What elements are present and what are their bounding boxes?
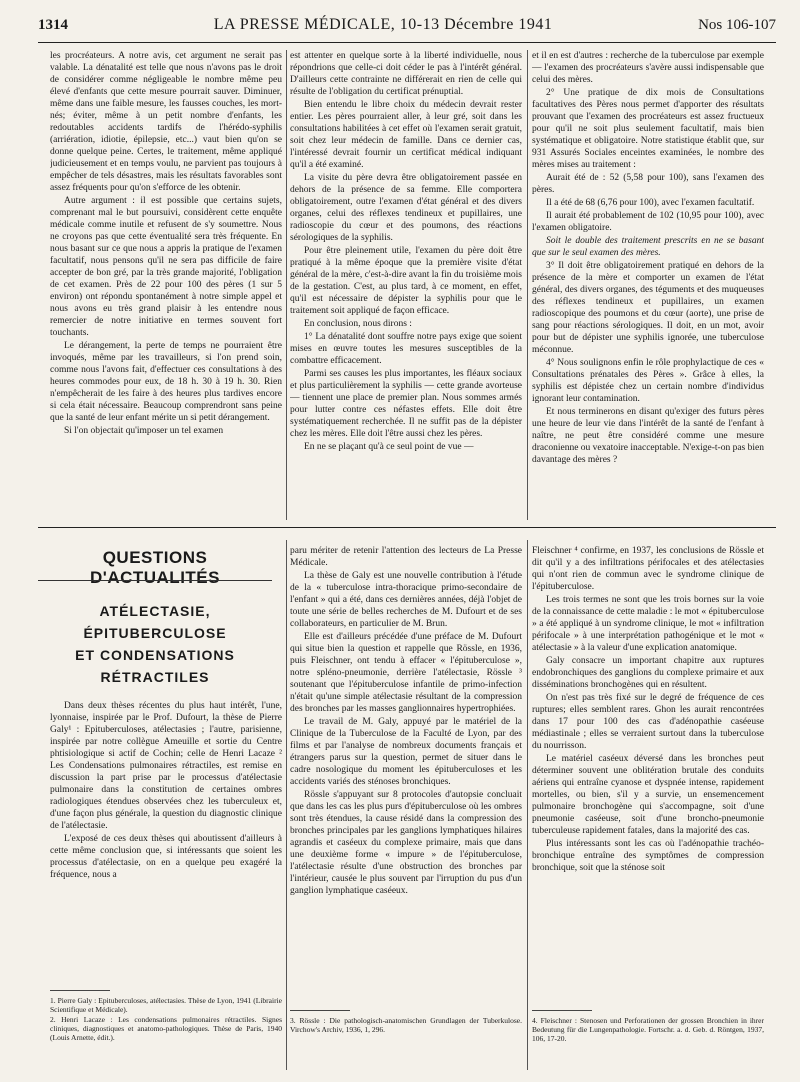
article-title-line: ATÉLECTASIE, (99, 603, 211, 619)
paragraph: Fleischner ⁴ confirme, en 1937, les conclusions de Rössle et dit qu'il y a des infiltrations périfocales et des atélectasies qui n'ont rien de commun avec le syndrome clinique de l'épituberculose. (532, 546, 764, 592)
footnotes-column-3 (532, 1016, 764, 1056)
paragraph: L'exposé de ces deux thèses qui aboutissent d'ailleurs à cette même conclusion que, si intéressants que soient les processus d'atélectasie, on en a quelque peu exagéré la fréquence, nous a (50, 834, 282, 880)
footnotes-column-2 (290, 1016, 522, 1056)
section-heading-rule (38, 580, 272, 581)
paragraph: Aurait été de : 52 (5,58 pour 100), sans l'examen des pères. (532, 173, 764, 195)
paragraph: Parmi ses causes les plus importantes, les fléaux sociaux et plus particulièrement la syphilis — cette grande avorteuse — tiennent une place de premier plan. Nous sommes armés pour lutter contre ces néfastes effets. Elle doit être systématiquement recherchée. Il ne suffit pas de la dépister chez les mères. Elle doit l'être aussi chez les pères. (290, 369, 522, 439)
paragraph: paru mériter de retenir l'attention des lecteurs de La Presse Médicale. (290, 546, 522, 568)
paragraph: Plus intéressants sont les cas où l'adénopathie trachéo-bronchique entraîne des symptômes de compression bronchique, soit que la sténose soit (532, 839, 764, 873)
paragraph: Autre argument : il est possible que certains sujets, comprenant mal le but poursuivi, considèrent cette enquête médicale comme inutile et refusent de s'y soumettre. Nous ne croyons pas que cette éventualité sera très fréquente. En nous basant sur ce que nous a appris la pratique de l'examen facultatif, nous pensons qu'il ne sera pas difficile de faire accepter de bon gré, par la très grande majorité, l'obligation de cet examen. Près de 22 pour 100 des pères (1 sur 5 environ) ont répondu spontanément à notre simple appel et nous avons eu très grand plaisir à les entendre nous remercier de notre initiative en termes souvent fort touchants. (50, 196, 282, 338)
article-title (38, 600, 272, 688)
paragraph: Les trois termes ne sont que les trois bornes sur la voie de la connaissance de cette maladie : le mot « épituberculose » a été appliqué à un syndrome clinique, le mot « infiltration périfocale » à une interprétation pathogénique et le mot « atélectasie » à la valeur d'une explication anatomique. (532, 595, 764, 653)
paragraph: Le dérangement, la perte de temps ne pourraient être invoqués, même par les travailleurs, si l'on prend soin, comme nous l'avons fait, d'effectuer ces consultations à des heures commodes pour eux, de 18 h. 30 à 19 h. 30. Rien n'empêcherait de les faire à des heures plus tardives encore si cela était nécessaire. Beaucoup comprendront sans peine que la santé de leur enfant mérite un si petit dérangement. (50, 341, 282, 423)
column-divider (286, 540, 287, 1070)
top-column-3 (532, 50, 764, 520)
footnote-rule (290, 1010, 350, 1011)
bottom-column-2 (290, 545, 522, 991)
paragraph: Le matériel caséeux déversé dans les bronches peut déterminer souvent une oblitération brutale des conduits aériens qui entraîne cyanose et dyspnée intense, rapidement mortelles, ou bien, s'il y a survie, un ensemencement pulmonaire bronchogène qui s'accompagne, soit d'une pneumonie caséeuse, soit d'une broncho-pneumonie tuberculeuse rapidement fatales, dans la majorité des cas. (532, 754, 764, 836)
paragraph: En ne se plaçant qu'à ce seul point de vue — (304, 442, 474, 452)
journal-title: LA PRESSE MÉDICALE, 10-13 Décembre 1941 (213, 16, 553, 33)
article-title-line: RÉTRACTILES (100, 669, 210, 685)
paragraph: 2° Une pratique de dix mois de Consultations facultatives des Pères nous permet d'apporter des résultats prouvant que l'examen des procréateurs est assez fructueux pour qu'il ne soit plus seulement facultatif, mais bien systématique et obligatoire. Notre statistique établit que, sur 931 Assurés Sociales enceintes examinées, le nombre des mères mises au traitement : (532, 88, 764, 170)
paragraph: Elle est d'ailleurs précédée d'une préface de M. Dufourt qui situe bien la question et rappelle que Rössle, en 1936, puis Fleischner, ont tendu à effacer « l'épituberculose », notre spléno-pneumonie, derrière l'atélectasie, Rössle ³ soutenant que l'épituberculose infantile de primo-infection n'était qu'une simple atélectasie résultant de la compression des bronches par les masses ganglionnaires hypertrophiées. (290, 632, 522, 714)
page-number: 1314 (38, 17, 68, 33)
paragraph: 1° La dénatalité dont souffre notre pays exige que soient mises en œuvre toutes les mesures susceptibles de la combattre efficacement. (290, 332, 522, 366)
article-title-line: ÉPITUBERCULOSE (83, 625, 227, 641)
top-column-2 (290, 50, 522, 520)
page-header (38, 16, 776, 38)
paragraph: Soit le double des traitement prescrits en ne se basant que sur le seul examen des mères. (532, 236, 764, 258)
issue-number: Nos 106-107 (698, 17, 776, 33)
paragraph: Si l'on objectait qu'imposer un tel examen (64, 426, 224, 436)
section-rule (38, 527, 776, 528)
column-divider (286, 50, 287, 520)
footnote: 2. Henri Lacaze : Les condensations pulmonaires rétractiles. Signes cliniques, diagnostiques et anatomo-pathologiques. Thèse de Paris, 1940 (Louis Arnette, édit.). (50, 1015, 282, 1042)
column-divider (527, 50, 528, 520)
paragraph: La thèse de Galy est une nouvelle contribution à l'étude de la « tuberculose intra-thoracique primo-secondaire de l'enfant » qui a été, dans ces dernières années, déjà l'objet de toute une série de belles recherches de M. Dufourt et de ses collaborateurs, en particulier de M. Brun. (290, 571, 522, 629)
header-rule (38, 42, 776, 43)
paragraph: et il en est d'autres : recherche de la tuberculose par exemple — l'examen des procréateurs s'avère aussi indispensable que celui des mères. (532, 51, 764, 85)
footnote: 3. Rössle : Die pathologisch-anatomischen Grundlagen der Tuberkulose. Virchow's Archiv, 1936, 1, 296. (290, 1016, 522, 1034)
paragraph: Le travail de M. Galy, appuyé par le matériel de la Clinique de la Tuberculose de la Faculté de Lyon, par des films et par l'analyse de nombreux documents français et étrangers parus sur la question, permet de situer dans le cadre nosologique du moment les épituberculoses et les accidents variés des sténoses bronchiques. (290, 717, 522, 787)
paragraph: les procréateurs. A notre avis, cet argument ne serait pas valable. La dénatalité est telle que nous n'avons pas le droit de considérer comme négligeable le nombre même peu élevé d'enfants que cette mesure pourrait sauver. Diminuer, même dans une faible mesure, les fausses couches, les mort-nés; éviter, même à un petit nombre d'enfants, les redoutables accidents tardifs de l'hérédo-syphilis (arriération, idiotie, épilepsie, etc...) vaut bien qu'on se donne quelque peine. Certes, le traitement, même appliqué judicieusement et en temps voulu, ne parvient pas toujours à empêcher de tels désastres, mais les résultats favorables sont assez fréquents pour qu'on s'efforce de les obtenir. (50, 51, 282, 193)
footnote-rule (50, 990, 110, 991)
footnote-rule (532, 1010, 592, 1011)
top-column-1 (50, 50, 282, 520)
article-title-line: ET CONDENSATIONS (75, 647, 235, 663)
paragraph: 3° Il doit être obligatoirement pratiqué en dehors de la présence de la mère et comporter un examen de l'état général, des divers organes, des téguments et des muqueuses des réflexes tendineux et pupillaires, un examen radioscopique des poumons et du cœur (aorte), une prise de sang pour réactions sérologiques. Il doit, en un mot, avoir pour but de dépister une syphilis ignorée, une tuberculose méconnue. (532, 261, 764, 355)
footnote: 1. Pierre Galy : Epituberculoses, atélectasies. Thèse de Lyon, 1941 (Librairie Scientifique et Médicale). (50, 996, 282, 1014)
paragraph: Galy consacre un important chapitre aux ruptures endobronchiques des ganglions du complexe primaire et aux disséminations bronchogènes qui en résultent. (532, 656, 764, 690)
bottom-column-3 (532, 545, 764, 991)
paragraph: En conclusion, nous dirons : (304, 319, 412, 329)
paragraph: Dans deux thèses récentes du plus haut intérêt, l'une, lyonnaise, inspirée par le Prof. Dufourt, la thèse de Pierre Galy¹ : Epituberculoses, atélectasies ; l'autre, parisienne, inspirée par notre collègue Ameuille et sortie du Centre phtisiologique si actif de Cochin; celle de Henri Lacaze ² Les Condensations pulmonaires rétractiles, est remise en discussion la part prise par le processus d'atélectasie pulmonaire dans la constitution de certaines ombres radiologiques étendues observées chez les tuberculeux et, d'une façon plus générale, la question du diagnostic clinique de l'atélectasie. (50, 701, 282, 831)
bottom-column-1 (50, 700, 282, 982)
footnote: 4. Fleischner : Stenosen und Perforationen der grossen Bronchien in ihrer Bedeutung für die Lungenpathologie. Fortschr. a. d. Geb. d. Röntgen, 1937, 106, 17-20. (532, 1016, 764, 1043)
paragraph: La visite du père devra être obligatoirement passée en dehors de la présence de sa femme. Elle comportera obligatoirement, outre l'examen d'état général et des divers organes, celui des réflexes tendineux et pupillaires, une radioscopie du cœur et des poumons, des réactions sérologiques de la syphilis. (290, 173, 522, 243)
column-divider (527, 540, 528, 1070)
paragraph: est attenter en quelque sorte à la liberté individuelle, nous répondrions que celle-ci doit céder le pas à l'intérêt général. D'ailleurs cette contrainte ne différerait en rien de celle qui résulte de l'obligation du certificat prénuptial. (290, 51, 522, 97)
paragraph: Rössle s'appuyant sur 8 protocoles d'autopsie concluait que dans les cas les plus purs d'épituberculose où les ombres sont très étendues, la cause résidé dans la compression des bronches principales par les ganglions lymphatiques hilaires agrandis et caséeux du complexe primaire, mais que dans une deuxième forme « impure » de l'épituberculose, l'atélectasie résulte d'une obstruction des bronches par l'intérieur, causée le plus souvent par l'irruption du pus d'un ganglion lymphatique caséeux. (290, 790, 522, 896)
footnotes-column-1 (50, 996, 282, 1056)
paragraph: Il aurait été probablement de 102 (10,95 pour 100), avec l'examen obligatoire. (532, 211, 764, 233)
paragraph: Pour être pleinement utile, l'examen du père doit être pratiqué à la même époque que la première visite d'état général de la mère, c'est-à-dire avant la fin du troisième mois de la gestation. C'est, au plus tard, à ce moment, en effet, qu'il est nécessaire de dépister la syphilis pour que le traitement soit appliqué de façon efficace. (290, 246, 522, 316)
paragraph: Et nous terminerons en disant qu'exiger des futurs pères une heure de leur vie dans l'intérêt de la santé de l'enfant à naître, ne peut être considéré comme une mesure draconienne ou vexatoire inacceptable. N'exige-t-on pas bien davantage des mères ? (532, 407, 764, 465)
paragraph: Bien entendu le libre choix du médecin devrait rester entier. Les pères pourraient aller, à leur gré, soit dans les consultations habilitées à cet effet où l'examen serait gratuit, soit chez leur médecin de famille. Dans ce dernier cas, l'intéressé devrait fournir un certificat médical indiquant qu'il a été examiné. (290, 100, 522, 170)
paragraph: Il a été de 68 (6,76 pour 100), avec l'examen facultatif. (546, 198, 755, 208)
section-heading: QUESTIONS D'ACTUALITÉS (90, 548, 220, 587)
paragraph: 4° Nous soulignons enfin le rôle prophylactique de ces « Consultations prénatales des Pères ». Grâce à elles, la syphilis est dépistée chez un certain nombre d'individus ignorant leur contamination. (532, 358, 764, 404)
paragraph: On n'est pas très fixé sur le degré de fréquence de ces ruptures; elles semblent rares. Ghon les aurait rencontrées dans 17 pour 100 des cas d'adénopathie caséeuse médiastinale ; elles se verraient surtout dans la tuberculose du nourrisson. (532, 693, 764, 751)
